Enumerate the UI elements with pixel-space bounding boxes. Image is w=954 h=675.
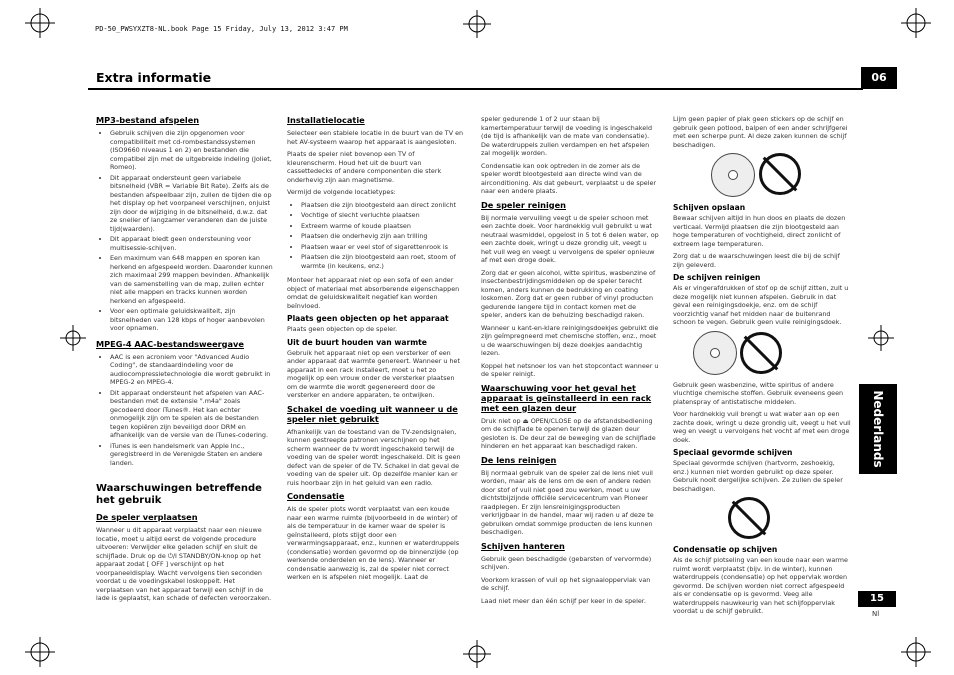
move-player-heading: De speler verplaatsen [96, 512, 198, 522]
language-tab-label: Nederlands [871, 390, 885, 468]
registration-mark-left-center [60, 325, 86, 351]
registration-mark-bottom-right [901, 637, 931, 667]
paragraph: Voor hardnekkig vuil brengt u wat water aan op een zachte doek, wringt u deze grondig uit, veegt u het vuil weg en veegt u vervolgens het vocht af met een droge doek. [673, 410, 851, 444]
paragraph: Plaats geen objecten op de speler. [287, 325, 398, 333]
paragraph: Monteer het apparaat niet op een sofa of een ander object of materiaal met absorberende eigenschappen omdat de geluidskwaliteit negatief kan worden beïnvloed. [287, 276, 460, 310]
paragraph: speler gedurende 1 of 2 uur staan bij kamertemperatuur terwijl de voeding is ingeschakeld (de tijd is afhankelijk van de mate van condensatie). De waterdruppels zullen verdampen en het afspelen zal mogelijk worden. [481, 115, 653, 157]
disc-cleaning-illustration [693, 331, 851, 375]
installation-heading: Installatielocatie [287, 115, 365, 125]
list-item: • Plaatsen waar er veel stof of sigarettenrook is [301, 243, 465, 252]
no-objects-heading: Plaats geen objecten op het apparaat [287, 314, 449, 323]
registration-mark-bottom-left [25, 637, 55, 667]
list-item: • Plaatsen die zijn blootgesteld aan roet, stoom of warmte (in keukens, enz.) [301, 253, 465, 270]
mp3-list [96, 129, 274, 333]
header-rule [88, 88, 863, 90]
list-item: • Extreem warme of koude plaatsen [301, 222, 465, 231]
aac-heading: MPEG-4 AAC-bestandsweergave [96, 338, 244, 349]
page-language-code: Nl [872, 610, 880, 618]
disc-handling-heading: Schijven hanteren [481, 540, 565, 551]
paragraph: Afhankelijk van de toestand van de TV-zendsignalen, kunnen gestreepte patronen verschijnen op het scherm wanneer de tv wordt ingeschakeld terwijl de voeding van de speler wordt ingeschakeld. Dit is geen defect van de speler of de TV. Schakel in dat geval de voeding van de speler uit. Op dezelfde manier kan er ruis hoorbaar zijn in het geluid van een radio. [287, 427, 461, 487]
prohibited-heart-disc-icon [728, 497, 770, 539]
paragraph: Als de schijf plotseling van een koude naar een warme ruimt wordt verplaatst (bijv. in de winter), kunnen waterdruppels (condensatie) op het oppervlak worden gevormd. De schijven worden niet correct afgespeeld als er condensatie op is gevormd. Veeg alle waterdruppels nauwkeurig van het schijfoppervlak voordat u de schijf gebruikt. [673, 556, 848, 615]
paragraph: Gebruik het apparaat niet op een versterker of een ander apparaat dat warmte genereert. Wanneer u het apparaat in een rack installeert, moet u het zo mogelijk op een vrouw onder de versterker plaatsen om de warmte die wordt gegenereerd door de versterker en andere apparaten, te ontwijken. [287, 348, 460, 399]
column-1 [96, 115, 274, 607]
aac-list [96, 353, 274, 468]
paragraph: Bij normaal gebruik van de speler zal de lens niet vuil worden, maar als de lens om de een of andere reden door stof of vuil niet goed zou werken, moet u uw dichtstbijzijnde officiële servicecentrum van Pioneer raadplegen. Er zijn lensreinigingsproducten verkrijgbaar in de handel, maar wij raden u af deze te gebruiken omdat sommige producten de lens kunnen beschadigen. [481, 468, 654, 536]
paragraph: Selecteer een stabiele locatie in de buurt van de TV en het AV-systeem waarop het apparaat is aangesloten. [287, 129, 464, 146]
disc-handling-illustration [711, 153, 851, 197]
list-item: • Een maximum van 648 mappen en sporen kan herkend en afgespeeld worden. Daaronder kunnen zich maximaal 299 mappen bevinden. Afhankelijk van de samenstelling van de map, zullen echter niet alle mappen en tracks kunnen worden herkend en afgespeeld. [110, 254, 274, 305]
paragraph: Wanneer u kant-en-klare reinigingsdoekjes gebruikt die zijn geïmpregneerd met chemische stoffen, enz., moet u de waarschuwingen bij deze doekjes aandachtig lezen. [481, 323, 659, 357]
page-number: 15 [858, 591, 896, 607]
shaped-disc-illustration [728, 497, 851, 539]
registration-mark-right-center [868, 325, 894, 351]
condensation-heading: Condensatie [287, 491, 345, 501]
prohibited-circular-wipe-icon [740, 332, 782, 374]
list-item: • AAC is een acroniem voor "Advanced Audio Coding", de standaardindeling voor de audiocompressietechnologie die wordt gebruikt in MPEG-2 en MPEG-4. [110, 353, 274, 387]
list-item: • Dit apparaat ondersteunt geen variabele bitsnelheid (VBR = Variable Bit Rate). Zelfs als de bestanden afspeelbaar zijn, zullen de tijden die op het display op het voorpaneel verschijnen, onjuist zijn door de wijziging in de bitsnelheid, d.w.z. dat ze sneller of langzamer veranderen dan de juiste tijd(waarden). [110, 174, 274, 234]
paragraph: Druk niet op ⏏ OPEN/CLOSE op de afstandsbediening om de schijflade te openen terwijl de glazen deur gesloten is. De deur zal de beweging van de schijflade hinderen en het apparaat kan beschadigd raken. [481, 416, 656, 450]
lens-heading: De lens reinigen [481, 454, 557, 465]
paragraph: Gebruik geen wasbenzine, witte spiritus of andere vluchtige chemische stoffen. Gebruik eveneens geen platenspray of antistatische middelen. [673, 380, 844, 406]
list-item: • Vochtige of slecht verluchte plaatsen [301, 211, 465, 220]
paragraph: Gebruik geen beschadigde (gebarsten of vervormde) schijven. [481, 554, 652, 571]
list-item: • iTunes is een handelsmerk van Apple Inc., geregistreerd in de Verenigde Staten en andere landen. [110, 442, 274, 468]
column-3 [481, 115, 659, 609]
column-2 [287, 115, 465, 586]
paragraph: Zorg dat er geen alcohol, witte spiritus, wasbenzine of insectenbestrijdingsmiddelen op de speler terecht komen, anders kunnen de bedrukking en coating loskomen. Zorg dat er geen rubber of vinyl producten gedurende langere tijd in contact komen met de speler, anders kan de behuizing beschadigd raken. [481, 268, 656, 319]
paragraph: Vermijd de volgende locatietypes: [287, 188, 396, 196]
paragraph: Condensatie kan ook optreden in de zomer als de speler wordt blootgesteld aan directe wind van de airconditioning. Als dat gebeurt, verplaatst u de speler naar een andere plaats. [481, 161, 657, 195]
prohibited-icon [759, 153, 801, 195]
list-item: • Dit apparaat ondersteunt het afspelen van AAC-bestanden met de extensie ".m4a" zoals gecodeerd door iTunes®. Het kan echter onmogelijk zijn om te spelen als de bestanden tegen kopiëren zijn beveiligd door DRM en afhankelijk van de versie van de iTunes-codering. [110, 389, 274, 440]
heat-heading: Uit de buurt houden van warmte [287, 337, 427, 347]
warnings-heading: Waarschuwingen betreffende het gebruik [96, 483, 262, 506]
paragraph: Als er vingerafdrukken of stof op de schijf zitten, zult u deze mogelijk niet kunnen afspelen. Gebruik in dat geval een reinigingsdoekje, enz. om de schijf voorzichtig vanaf het midden naar de buitenrand schoon te vegen. Gebruik geen vuile reinigingsdoek. [673, 284, 849, 326]
paragraph: Plaats de speler niet bovenop een TV of kleurenscherm. Houd het uit de buurt van cassettedecks of andere componenten die sterk onderhevig zijn aan magnetisme. [287, 150, 442, 184]
clean-discs-heading: De schijven reinigen [673, 273, 761, 282]
store-discs-heading: Schijven opslaan [673, 203, 746, 212]
paragraph: Voorkom krassen of vuil op het signaaloppervlak van de schijf. [481, 575, 651, 592]
paragraph: Zorg dat u de waarschuwingen leest die bij de schijf zijn geleverd. [673, 252, 840, 269]
mp3-heading: MP3-bestand afspelen [96, 115, 200, 125]
registration-mark-bottom-center [463, 640, 491, 668]
disc-condensation-heading: Condensatie op schijven [673, 545, 778, 554]
paragraph: Laad niet meer dan één schijf per keer in de speler. [481, 596, 646, 605]
file-header: PD-50_PWSYXZT8-NL.book Page 15 Friday, July 13, 2012 3:47 PM [95, 25, 348, 33]
shaped-discs-heading: Speciaal gevormde schijven [673, 448, 793, 457]
paragraph: Bewaar schijven altijd in hun doos en plaats de dozen verticaal. Vermijd plaatsen die zijn blootgesteld aan hoge temperaturen of vochtigheid, direct zonlicht of extreem lage temperaturen. [673, 214, 846, 248]
paragraph: Speciaal gevormde schijven (hartvorm, zeshoekig, enz.) kunnen niet worden gebruikt op deze speler. Gebruik nooit dergelijke schijven. Ze zullen de speler beschadigen. [673, 459, 843, 493]
registration-mark-top-center [463, 10, 491, 38]
rack-warning-heading: Waarschuwing voor het geval het apparaat is geïnstalleerd in een rack met een glazen deur [481, 382, 652, 413]
list-item: • Plaatsen die onderhevig zijn aan trilling [301, 232, 465, 241]
install-list [287, 201, 465, 271]
clean-player-heading: De speler reinigen [481, 199, 567, 210]
registration-mark-top-left [25, 8, 55, 38]
move-player-text: Wanneer u dit apparaat verplaatst naar een nieuwe locatie, moet u altijd eerst de volgende procedure uitvoeren: Verwijder elke geladen schijf en sluit de schijflade. Druk op de ⏻/I STANDBY/ON-knop op het apparaat zodat [ OFF ] verschijnt op het voorpaneeldisplay. Wacht vervolgens tien seconden voordat u de voedingskabel loskoppelt. Het verplaatsen van het apparaat terwijl een schijf in de lade is geplaatst, kan schade of defecten veroorzaken. [96, 526, 272, 602]
chapter-number: 06 [861, 67, 897, 89]
paragraph: Als de speler plots wordt verplaatst van een koude naar een warme ruimte (bijvoorbeeld in de winter) of als de temperatuur in de kamer waar de speler is geïnstalleerd, plots stijgt door een verwarmingsapparaat, enz., kunnen er waterdruppels (condensatie) worden gevormd op de binnenzijde (op werkende onderdelen en de lens). Wanneer er condensatie aanwezig is, zal de speler niet correct werken en is afspelen niet mogelijk. Laat de [287, 505, 460, 581]
paragraph: Bij normale vervuiling veegt u de speler schoon met een zachte doek. Voor hardnekkig vuil gebruikt u wat neutraal wasmiddel, opgelost in 5 tot 6 delen water, op een zachte doek, wringt u deze grondig uit, veegt u het vuil weg en veegt u vervolgens de speler opnieuw af met een droge doek. [481, 213, 659, 264]
list-item: • Plaatsen die zijn blootgesteld aan direct zonlicht [301, 201, 465, 210]
paragraph: Lijm geen papier of plak geen stickers op de schijf en gebruik geen potlood, balpen of een ander schrijfgerei met een scherpe punt. Al deze zaken kunnen de schijf beschadigen. [673, 115, 848, 149]
disc-wipe-radial-icon [693, 331, 737, 375]
power-off-heading: Schakel de voeding uit wanneer u de speler niet gebruikt [287, 403, 458, 424]
list-item: • Gebruik schijven die zijn opgenomen voor compatibiliteit met cd-rombestandssystemen (ISO9660 niveaus 1 en 2) en bestanden die compatibel zijn met de uitgebreide indeling (Joliet, Romeo). [110, 129, 274, 172]
language-tab [859, 384, 897, 474]
column-4 [673, 115, 851, 620]
list-item: • Dit apparaat biedt geen ondersteuning voor multisessie-schijven. [110, 235, 274, 252]
section-title: Extra informatie [96, 70, 212, 85]
registration-mark-top-right [901, 8, 931, 38]
disc-icon [711, 153, 755, 197]
paragraph: Koppel het netsnoer los van het stopcontact wanneer u de speler reinigt. [481, 361, 659, 378]
list-item: • Voor een optimale geluidskwaliteit, zijn bitsnelheden van 128 kbps of hoger aanbevolen voor opnamen. [110, 307, 274, 333]
